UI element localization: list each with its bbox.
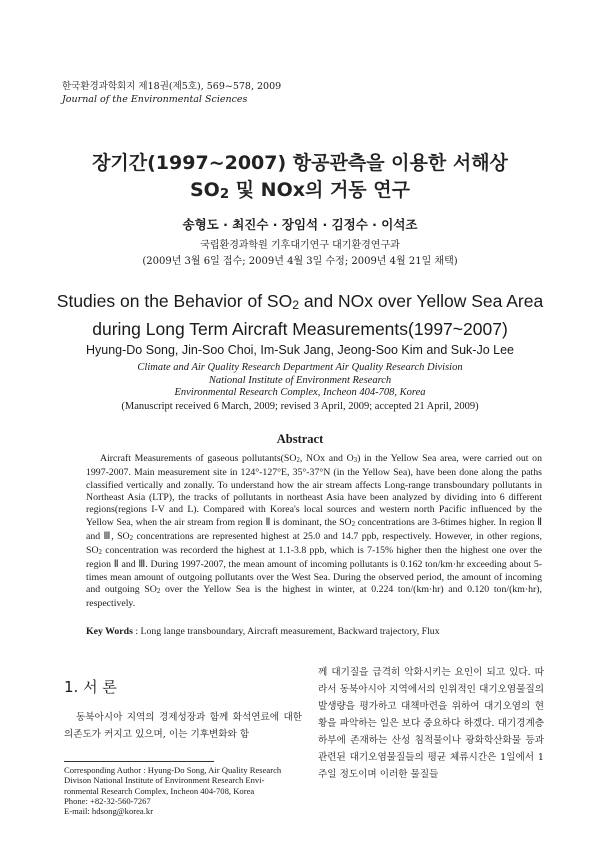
korean-affiliation: 국립환경과학원 기후대기연구 대기환경연구과 — [200, 240, 400, 251]
footnote-line-1: Corresponding Author : Hyung-Do Song, Air Quality Research — [64, 765, 282, 775]
corresponding-author-footnote — [64, 765, 304, 816]
korean-title-rest: 및 NOx의 거동 연구 — [229, 179, 410, 201]
english-title-post: and NOx over Yellow Sea Area — [299, 291, 544, 311]
english-title-line-1 — [0, 289, 600, 317]
english-dates: (Manuscript received 6 March, 2009; revised 3 April, 2009; accepted 21 April, 2009) — [121, 401, 479, 412]
abstract-text-6: concentration was recorderd the highest at 1.1-3.8 ppb, which is 7-15% higher then the highest one over the region Ⅱ and Ⅲ. During 1997-2007, the mean amount of incoming pollutants is 0.162 ton/km·hr exceeding about 5-times mean amount of outgoing pollutants over the West Sea. During the observed period, the amount of incoming and outgoing SO — [86, 545, 542, 596]
abstract-text-5: concentrations are represented highest at 25.0 and 14.7 ppb, respectively. However, in other regions, SO — [86, 530, 542, 557]
abstract-sub-4: 2 — [129, 534, 134, 542]
abstract-body — [86, 453, 542, 611]
english-title-line-2: during Long Term Aircraft Measurements(1997~2007) — [92, 318, 508, 339]
journal-citation-korean: 한국환경과학회지 제18권(제5호), 569~578, 2009 — [62, 81, 282, 92]
english-affiliation — [0, 362, 600, 400]
korean-title-line-1: 장기간(1997~2007) 항공관측을 이용한 서해상 — [92, 152, 508, 174]
abstract-sub-2: 3 — [353, 457, 358, 465]
abstract-text-1: Aircraft Measurements of gaseous pollutants(SO — [100, 453, 297, 464]
korean-title-subscript: 2 — [219, 186, 230, 202]
abstract-sub-5: 2 — [98, 549, 102, 557]
english-affiliation-line-2: National Institute of Environment Research — [208, 374, 392, 386]
section-heading-introduction: 1. 서 론 — [64, 678, 117, 696]
korean-title-so: SO — [189, 179, 220, 201]
english-title-subscript: 2 — [292, 297, 300, 312]
footnote-line-4: Phone: +82-32-560-7267 — [64, 795, 151, 806]
abstract-heading: Abstract — [276, 432, 324, 446]
journal-citation — [62, 80, 281, 106]
journal-name-english: Journal of the Environmental Sciences — [62, 94, 248, 105]
footnote-line-2: Divison National Institute of Environment Research Envi- — [64, 775, 265, 786]
footnote-line-5: E-mail: hdsong@korea.kr — [64, 806, 154, 817]
footnote-divider — [64, 761, 214, 762]
abstract-text-2: , NOx and O — [299, 453, 354, 464]
footnote-line-3: ronmental Research Complex, Incheon 404-708, Korea — [64, 785, 255, 796]
english-affiliation-line-1: Climate and Air Quality Research Department Air Quality Research Division — [137, 362, 463, 373]
english-authors: Hyung-Do Song, Jin-Soo Choi, Im-Suk Jang, Jeong-Soo Kim and Suk-Jo Lee — [85, 343, 514, 357]
abstract-sub-3: 2 — [351, 520, 356, 528]
korean-dates: (2009년 3월 6일 접수; 2009년 4월 3일 수정; 2009년 4월 21일 채택) — [142, 256, 458, 267]
abstract-text-3: ) in the Yellow Sea area, were carried out on 1997-2007. Main measurement site in 124°-127°E, 35°-37°N (in the Yellow Sea), have been done along the paths classified vertically and zonally. To understand how the air stream affects Long-range transboundary pollutants in Northeast Asia (LTP), the tracks of pollutants in northeast Asia have been analyzed by dividing into 6 different regions(regions I-V and L). Compared with Korea's local sources and western north Pacific influenced by the Yellow Sea, when the air stream from region Ⅱ is dominant, the SO — [86, 453, 542, 528]
english-title-pre: Studies on the Behavior of SO — [56, 291, 293, 311]
korean-title — [0, 150, 600, 208]
abstract-text-4: concentrations are 3-6times higher. In region Ⅱ and Ⅲ, SO — [86, 516, 542, 542]
abstract-sub-1: 2 — [296, 457, 300, 465]
left-column-body: 동북아시아 지역의 경제성장과 함께 화석연료에 대한 의존도가 커지고 있으며, 이는 기후변화와 함 — [64, 712, 302, 740]
keywords-text: : Long lange transboundary, Aircraft measurement, Backward trajectory, Flux — [132, 626, 440, 637]
keywords — [86, 626, 542, 637]
right-column-body: 께 대기질을 급격히 악화시키는 요인이 되고 있다. 따라서 동북아시아 지역에서의 인위적인 대기오염물질의 발생량을 평가하고 대책마련을 위하여 대기오염의 현황을 파악하는 일은 보다 중요하다 하겠다. 대기경계층 하부에 존재하는 산성 침적물이나 광화학산화물 등과 관련된 대기오염물질들의 평균 체류시간은 1일에서 1주일 정도이며 이러한 물질들 — [318, 667, 544, 780]
english-title — [0, 289, 600, 341]
keywords-label: Key Words — [86, 626, 133, 637]
korean-authors: 송형도 · 최진수 · 장임석 · 김정수 · 이석조 — [182, 217, 418, 232]
english-affiliation-line-3: Environmental Research Complex, Incheon 404-708, Korea — [174, 387, 426, 398]
abstract-sub-6: 2 — [156, 588, 161, 596]
abstract-text-7: over the Yellow Sea is the highest in winter, at 0.224 ton/(km·hr) and 0.120 ton/(km·hr), respectively. — [86, 584, 542, 610]
korean-title-line-2 — [0, 177, 600, 208]
